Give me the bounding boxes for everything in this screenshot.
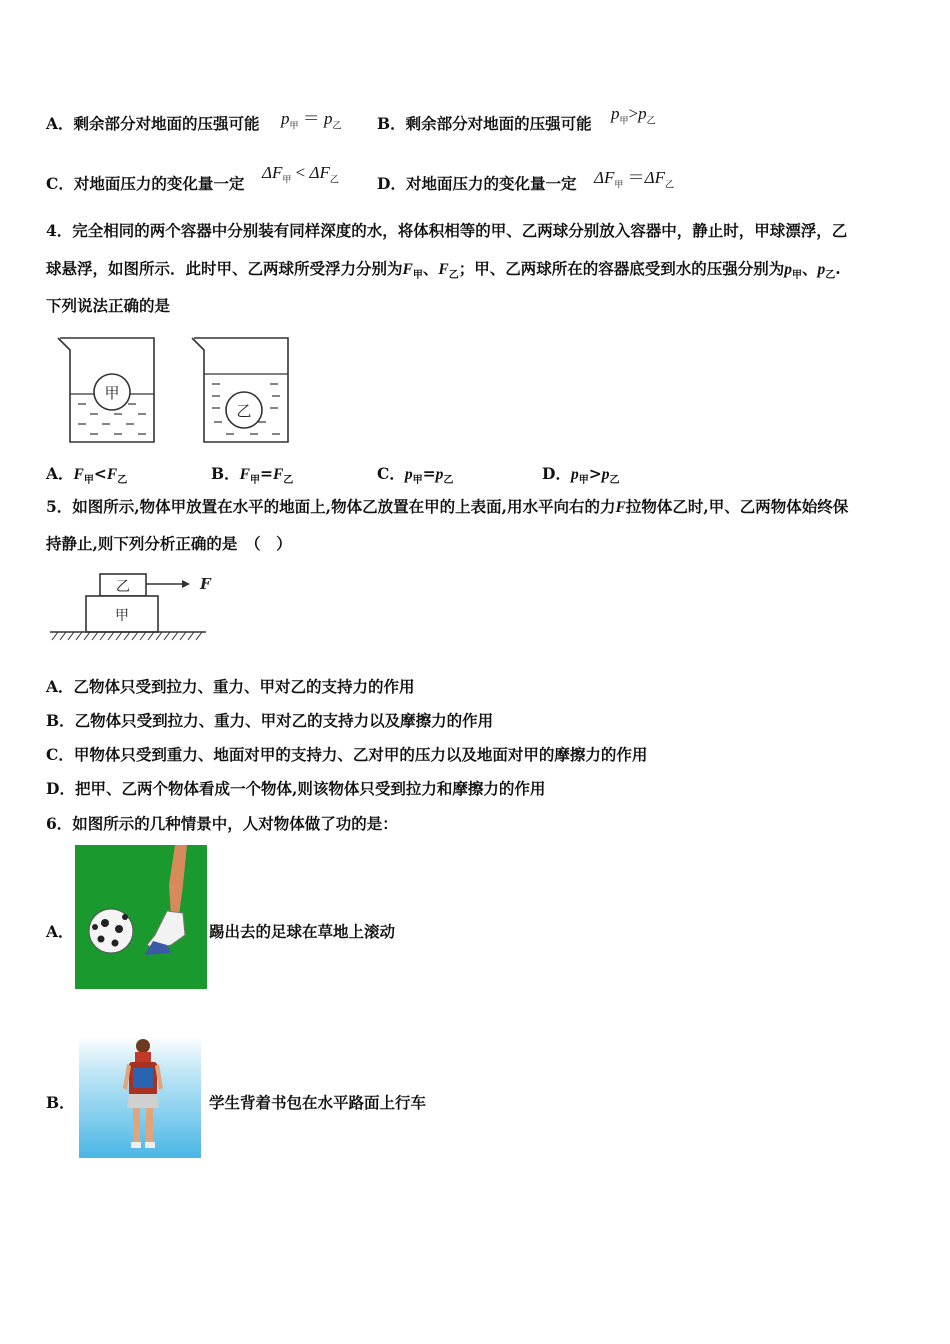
- q4-option-b: B．$F_甲=F_乙$: [211, 464, 294, 487]
- q3-option-b: B．剩余部分对地面的压强可能: [377, 114, 592, 133]
- force-label: F: [200, 575, 211, 593]
- q4-option-a: A．$F_甲<F_乙$: [46, 464, 128, 487]
- q5-stem-line2: 持静止,则下列分析正确的是 （ ）: [46, 534, 292, 553]
- q4-option-c: C．$p_甲=p_乙$: [377, 464, 454, 487]
- q6-option-b-label: B．: [46, 1093, 75, 1112]
- ball-jia-label: 甲: [104, 384, 120, 402]
- q5-blocks-figure: [48, 568, 218, 644]
- q3-option-d: D．对地面压力的变化量一定: [377, 174, 577, 193]
- q4-stem-line2: 球悬浮，如图所示．此时甲、乙两球所受浮力分别为$F_甲$、$F_乙$；甲、乙两球所在的容器底受到水的压强分别为$p_甲$、$p_乙$.: [46, 259, 841, 282]
- ground-hatching: [52, 632, 202, 640]
- q5-option-b: B．乙物体只受到拉力、重力、甲对乙的支持力以及摩擦力的作用: [46, 711, 494, 730]
- q6-option-a-text: 踢出去的足球在草地上滚动: [209, 922, 396, 941]
- q6-option-a-label: A．: [46, 922, 74, 941]
- q5-option-c: C．甲物体只受到重力、地面对甲的支持力、乙对甲的压力以及地面对甲的摩擦力的作用: [46, 745, 648, 764]
- q5-option-d: D．把甲、乙两个物体看成一个物体,则该物体只受到拉力和摩擦力的作用: [46, 779, 546, 798]
- q3-option-a-formula: $p_甲 = p_乙$: [281, 109, 342, 131]
- q6-stem: 6．如图所示的几种情景中，人对物体做了功的是：: [46, 814, 398, 833]
- soccer-kick-image: [75, 845, 207, 989]
- q3-option-c-formula: $\Delta F_甲 < \Delta F_乙$: [262, 163, 339, 185]
- force-arrow-head: [182, 580, 190, 588]
- q4-containers-figure: [44, 334, 294, 446]
- ball-yi-label: 乙: [236, 402, 252, 420]
- q5-option-a: A．乙物体只受到拉力、重力、甲对乙的支持力的作用: [46, 677, 415, 696]
- q4-stem-line1: 4．完全相同的两个容器中分别装有同样深度的水，将体积相等的甲、乙两球分别放入容器中，静止时，甲球漂浮，乙: [46, 221, 848, 240]
- q3-option-a: A．剩余部分对地面的压强可能: [46, 114, 260, 133]
- q6-option-b-text: 学生背着书包在水平路面上行车: [209, 1093, 427, 1112]
- block-jia-label: 甲: [115, 608, 129, 624]
- q3-option-d-formula: $\Delta F_甲 =\Delta F_乙$: [594, 168, 675, 190]
- block-yi-label: 乙: [116, 579, 130, 595]
- q5-stem-line1: 5．如图所示,物体甲放置在水平的地面上,物体乙放置在甲的上表面,用水平向右的力F拉物体乙时,甲、乙两物体始终保: [46, 497, 849, 516]
- q4-stem-line3: 下列说法正确的是: [46, 296, 171, 315]
- q3-option-b-formula: $p_甲>p_乙$: [611, 104, 656, 126]
- q3-option-c: C．对地面压力的变化量一定: [46, 174, 245, 193]
- student-backpack-image: [79, 1036, 201, 1158]
- q4-option-d: D．$p_甲>p_乙$: [542, 464, 620, 487]
